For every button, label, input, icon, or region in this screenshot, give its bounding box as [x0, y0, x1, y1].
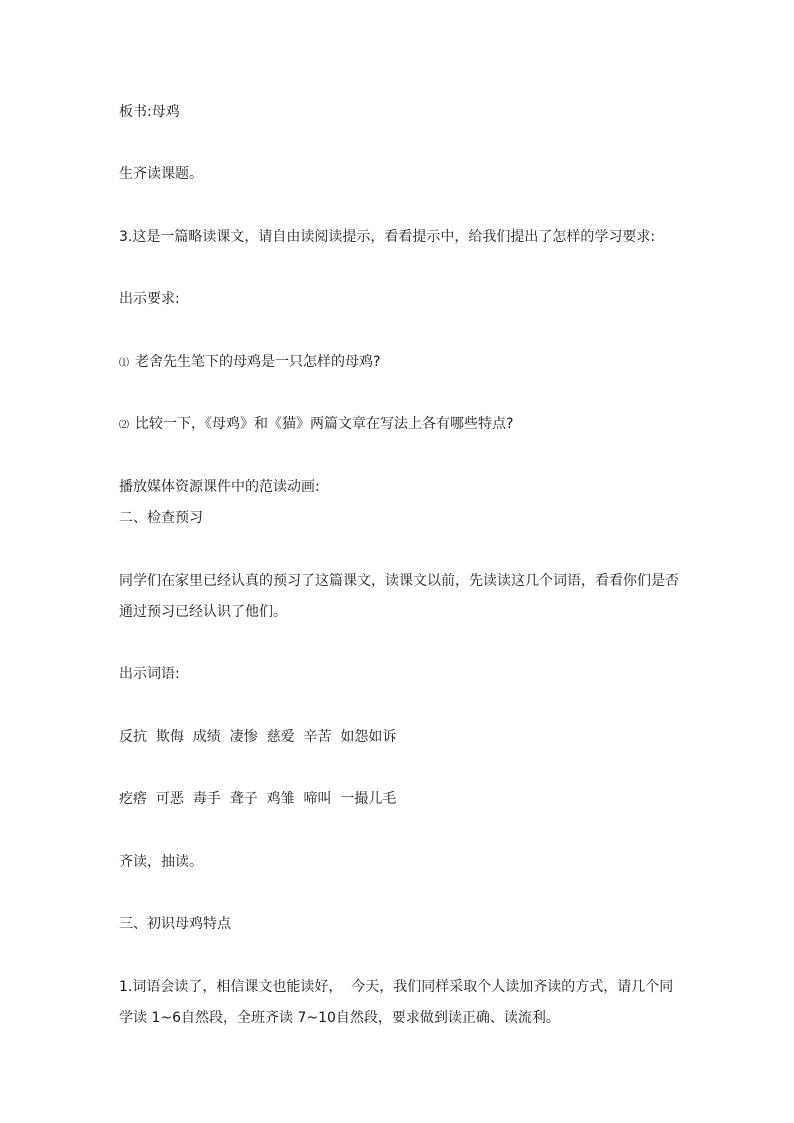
requirement-2 — [119, 414, 513, 436]
play-media-line: 播放媒体资源课件中的范读动画: — [119, 479, 320, 495]
preview-paragraph-line-1: 同学们在家里已经认真的预习了这篇课文，读课文以前，先读读这几个词语，看看你们是否 — [119, 573, 679, 589]
section-2-heading: 二、检查预习 — [119, 510, 203, 526]
requirement-1 — [119, 352, 380, 374]
show-words-label: 出示词语: — [119, 666, 180, 682]
step-1-line-1: 1.词语会读了，相信课文也能读好， 今天，我们同样采取个人读加齐读的方式，请几个同 — [119, 979, 674, 995]
requirement-1-number: ⑴ — [119, 358, 129, 369]
requirement-2-number: ⑵ — [119, 420, 129, 431]
read-methods-line: 齐读，抽读。 — [119, 854, 203, 870]
requirement-1-text: 老舍先生笔下的母鸡是一只怎样的母鸡? — [135, 354, 381, 370]
words-line-2: 疙瘩 可恶 毒手 聋子 鸡雏 啼叫 一撮儿毛 — [119, 791, 397, 807]
section-3-heading: 三、初识母鸡特点 — [119, 916, 231, 932]
step-1-line-2: 学读 1~6自然段，全班齐读 7~10自然段，要求做到读正确、读流利。 — [119, 1010, 560, 1026]
show-requirements-label: 出示要求: — [119, 291, 180, 307]
board-writing-line: 板书:母鸡 — [119, 104, 180, 120]
requirement-2-text: 比较一下，《母鸡》和《猫》两篇文章在写法上各有哪些特点? — [135, 416, 514, 432]
words-line-1: 反抗 欺侮 成绩 凄惨 慈爱 辛苦 如怨如诉 — [119, 729, 397, 745]
preview-paragraph-line-2: 通过预习已经认识了他们。 — [119, 604, 287, 620]
read-title-line: 生齐读课题。 — [119, 166, 203, 182]
step-3-paragraph: 3.这是一篇略读课文，请自由读阅读提示，看看提示中，给我们提出了怎样的学习要求: — [119, 229, 656, 245]
